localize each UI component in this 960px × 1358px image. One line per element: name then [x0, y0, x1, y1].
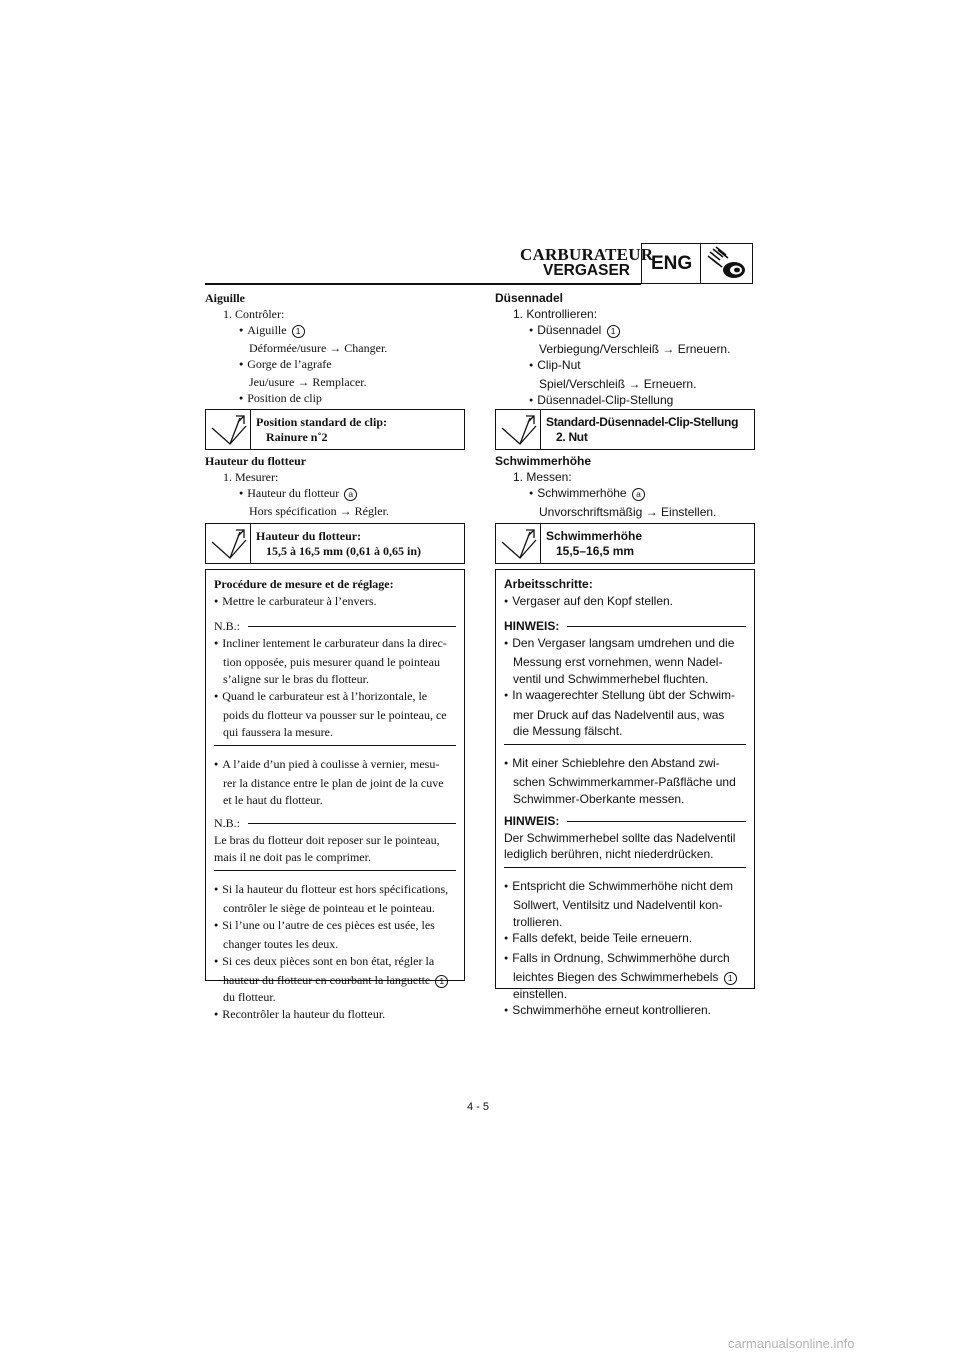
fr-proc-item: ● Recontrôler la hauteur du flotteur.: [214, 1006, 456, 1025]
de-hinweis-item-cont: mer Druck auf das Nadelventil aus, was: [513, 707, 725, 722]
page-number: 4 - 5: [467, 1101, 490, 1113]
fr-spec-hauteur-label: Hauteur du flotteur: 15,5 à 16,5 mm (0,61 à 0,65 in): [256, 529, 421, 558]
de-hinweis-item-cont: Messung erst vornehmen, wenn Nadel-: [513, 655, 723, 669]
wrench-icon: [210, 528, 248, 560]
de-proc-item-cont: einstellen.: [513, 986, 568, 1001]
engine-tool-icon: [704, 246, 750, 282]
fr-nb-text: mais il ne doit pas le comprimer.: [214, 850, 371, 864]
ref-marker: 1: [724, 972, 737, 985]
de-spec-hoehe-label: Schwimmerhöhe 15,5–16,5 mm: [546, 529, 643, 558]
fr-proc-item: ● A l’aide d’un pied à coulisse à vernier, mesu-: [214, 756, 456, 775]
fr-nb-item: ● Incliner lentement le carburateur dans la direc-: [214, 635, 456, 654]
de-bullet-schwimmerhoehe-sub: Unvorschriftsmäßig → Einstellen.: [539, 505, 717, 519]
de-bullet-clip-nut: ● Clip-Nut: [495, 357, 755, 376]
fr-aiguille-section: [205, 290, 465, 408]
de-proc-item: ● Schwimmerhöhe erneut kontrollieren.: [504, 1002, 746, 1022]
wrench-icon: [210, 414, 248, 446]
ref-marker: 1: [435, 975, 448, 988]
fr-proc-item-cont: rer la distance entre le plan de joint de la cuve: [223, 776, 444, 790]
header-title-de: VERGASER: [543, 262, 630, 279]
de-proc-item: ● Vergaser auf den Kopf stellen.: [504, 593, 746, 613]
eng-badge: [641, 243, 753, 284]
fr-nb-heading: N.B.:: [214, 618, 456, 635]
de-proc-item: ● Falls defekt, beide Teile erneuern.: [504, 930, 746, 950]
de-hinweis-item-cont: ventil und Schwimmerhebel fluchten.: [513, 671, 709, 686]
fr-bullet-gorge-sub: Jeu/usure → Remplacer.: [249, 375, 367, 389]
divider: [504, 744, 746, 745]
fr-nb-text: Le bras du flotteur doit reposer sur le pointeau,: [214, 833, 440, 847]
fr-step-mesurer: 1. Mesurer:: [223, 470, 279, 484]
ref-marker: a: [632, 488, 645, 501]
de-bullet-clip-nut-sub: Spiel/Verschleiß → Erneuern.: [539, 377, 697, 391]
de-hinweis-heading: HINWEIS:: [504, 813, 746, 830]
de-schwimmer-section: [495, 453, 755, 520]
fr-bullet-aiguille: ● Aiguille 1: [205, 322, 465, 340]
fr-nb-heading: N.B.:: [214, 815, 456, 832]
de-proc-item-cont: Schwimmer-Oberkante messen.: [513, 791, 685, 806]
ref-marker: 1: [607, 325, 620, 338]
wrench-icon: [500, 414, 538, 446]
fr-spec-clip-box: [205, 409, 465, 450]
de-hinweis-item-cont: die Messung fälscht.: [513, 724, 623, 738]
fr-step-controler: 1. Contrôler:: [223, 307, 285, 321]
de-hinweis-text: lediglich berühren, nicht niederdrücken.: [504, 847, 714, 861]
fr-bullet-aiguille-sub: Déformée/usure → Changer.: [249, 341, 388, 355]
ref-marker: 1: [292, 325, 305, 338]
watermark: carmanualsonline.info: [728, 1336, 855, 1351]
fr-aiguille-title: Aiguille: [205, 291, 246, 305]
fr-proc-item-cont: hauteur du flotteur en courbant la languette 1: [214, 972, 456, 989]
de-spec-clip-label: Standard-Düsennadel-Clip-Stellung 2. Nut: [546, 415, 739, 444]
de-step-messen: 1. Messen:: [513, 470, 572, 484]
fr-bullet-hauteur: ● Hauteur du flotteur a: [205, 485, 465, 503]
header-rule: [205, 283, 641, 285]
de-duesennadel-title: Düsennadel: [495, 291, 564, 305]
de-hinweis-text: Der Schwimmerhebel sollte das Nadelventil: [504, 830, 736, 845]
de-bullet-schwimmerhoehe: ● Schwimmerhöhe a: [495, 485, 755, 504]
de-proc-item-cont: schen Schwimmerkammer-Paßfläche und: [513, 775, 736, 789]
fr-flotteur-section: [205, 453, 465, 519]
eng-badge-label: ENG: [651, 253, 693, 274]
de-spec-clip-box: [495, 409, 755, 450]
de-procedure-title: Arbeitsschritte:: [504, 577, 593, 591]
fr-flotteur-title: Hauteur du flotteur: [205, 454, 307, 468]
fr-spec-hauteur-box: [205, 523, 465, 564]
de-hinweis-item: ● In waagerechter Stellung übt der Schwim-: [504, 687, 746, 707]
fr-proc-item: ● Si la hauteur du flotteur est hors spécifications,: [214, 881, 456, 900]
de-proc-item: ● Mit einer Schieblehre den Abstand zwi-: [504, 755, 746, 775]
de-bullet-clip-stellung: ● Düsennadel-Clip-Stellung: [495, 392, 755, 411]
divider: [214, 870, 456, 871]
fr-procedure-title: Procédure de mesure et de réglage:: [214, 577, 394, 591]
de-spec-hoehe-box: [495, 523, 755, 564]
de-duesennadel-section: [495, 290, 755, 411]
fr-proc-item-cont: et le haut du flotteur.: [223, 793, 323, 807]
fr-spec-clip-label: Position standard de clip: Rainure n˚2: [256, 415, 388, 444]
fr-proc-item: ● Mettre le carburateur à l’envers.: [214, 593, 456, 612]
fr-nb-item-cont: poids du flotteur va pousser sur le pointeau, ce: [223, 708, 447, 722]
fr-proc-item-cont: contrôler le siège de pointeau et le pointeau.: [223, 901, 435, 915]
de-proc-item: ● Falls in Ordnung, Schwimmerhöhe durch: [504, 950, 746, 970]
de-bullet-duesennadel-sub: Verbiegung/Verschleiß → Erneuern.: [539, 342, 731, 356]
de-proc-item-cont: leichtes Biegen des Schwimmerhebels 1: [504, 969, 746, 986]
fr-proc-item-cont: changer toutes les deux.: [223, 937, 339, 951]
fr-nb-item-cont: tion opposée, puis mesurer quand le pointeau: [223, 655, 440, 669]
de-bullet-duesennadel: ● Düsennadel 1: [495, 322, 755, 341]
fr-proc-item: ● Si l’une ou l’autre de ces pièces est usée, les: [214, 917, 456, 936]
divider: [504, 867, 746, 868]
ref-marker: a: [344, 488, 357, 501]
divider: [214, 745, 456, 746]
fr-bullet-position-clip: ● Position de clip: [205, 390, 465, 408]
fr-bullet-hauteur-sub: Hors spécification → Régler.: [249, 504, 389, 518]
fr-nb-item: ● Quand le carburateur est à l’horizontale, le: [214, 688, 456, 707]
fr-nb-item-cont: qui faussera la mesure.: [223, 725, 333, 739]
header-title-fr: CARBURATEUR: [520, 245, 654, 264]
de-hinweis-heading: HINWEIS:: [504, 618, 746, 635]
fr-nb-item-cont: s’aligne sur le bras du flotteur.: [223, 672, 369, 686]
de-step-kontrollieren: 1. Kontrollieren:: [513, 307, 598, 321]
de-hinweis-item: ● Den Vergaser langsam umdrehen und die: [504, 635, 746, 655]
de-schwimmer-title: Schwimmerhöhe: [495, 454, 592, 468]
fr-proc-item: ● Si ces deux pièces sont en bon état, régler la: [214, 953, 456, 972]
wrench-icon: [500, 528, 538, 560]
de-proc-item: ● Entspricht die Schwimmerhöhe nicht dem: [504, 878, 746, 898]
fr-procedure-box: [205, 569, 465, 1021]
fr-proc-item-cont: du flotteur.: [223, 990, 276, 1004]
de-proc-item-cont: trollieren.: [513, 914, 563, 929]
de-proc-item-cont: Sollwert, Ventilsitz und Nadelventil kon-: [513, 898, 723, 912]
fr-bullet-gorge: ● Gorge de l’agrafe: [205, 356, 465, 374]
de-procedure-box: [495, 569, 755, 1017]
